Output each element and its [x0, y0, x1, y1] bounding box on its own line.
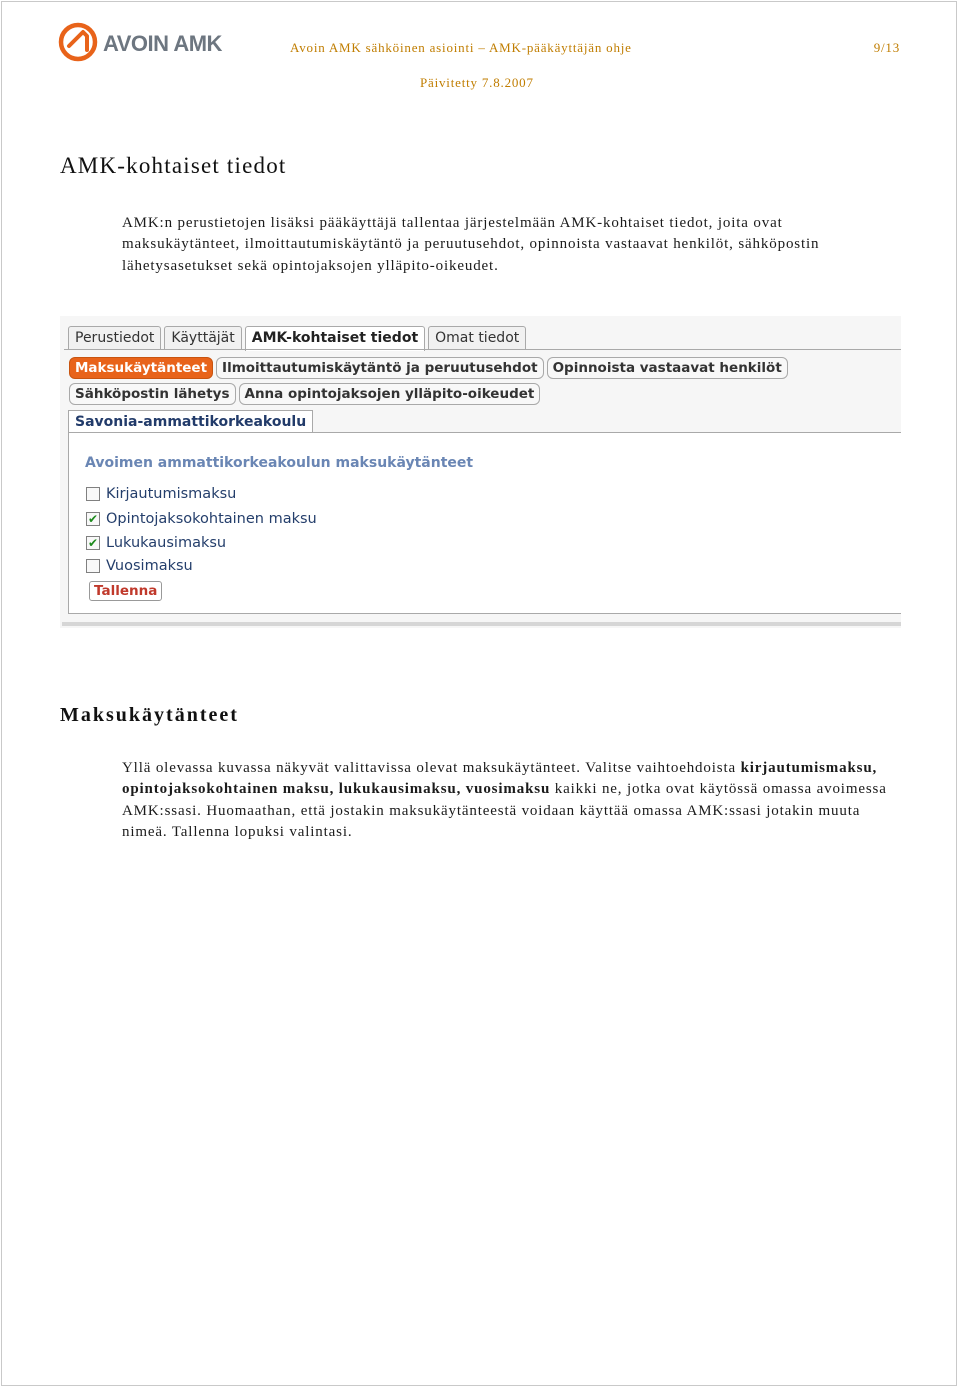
panel-title: Avoimen ammattikorkeakoulun maksukäytänteet: [85, 455, 474, 471]
option-row[interactable]: [86, 557, 193, 575]
section-title-maksukaytanteet: Maksukäytänteet: [60, 704, 239, 726]
option-row[interactable]: [86, 534, 226, 552]
avoin-amk-logo: [57, 20, 242, 66]
screenshot-bottom-edge: [62, 622, 901, 626]
institution-label: Savonia-ammattikorkeakoulu: [68, 410, 313, 433]
page-number: 9/13: [873, 40, 900, 55]
payment-paragraph: [122, 758, 897, 843]
embedded-screenshot: [60, 316, 901, 628]
logo-text: AVOIN AMK: [103, 31, 222, 56]
payment-options-bold: kirjautumismaksu, opintojaksokohtainen maksu, lukukausimaksu, vuosimaksu: [122, 760, 878, 798]
option-label: Opintojaksokohtainen maksu: [106, 511, 317, 527]
option-label: Lukukausimaksu: [106, 535, 227, 551]
section-title-amk: AMK-kohtaiset tiedot: [60, 153, 287, 178]
tabs-divider: [64, 349, 901, 350]
payment-text-b: kaikki ne, jotka ovat käytössä omassa avoimessa AMK:ssasi. Huomaathan, että jostakin maksukäytänteestä voidaan käyttää omassa AMK:ssasi jotakin muuta nimeä. Tallenna lopuksi valintasi.: [122, 781, 887, 840]
checkbox[interactable]: [86, 487, 100, 501]
sub-tabs: [69, 357, 899, 405]
payment-panel: [68, 432, 901, 614]
doc-title: Avoin AMK sähköinen asiointi – AMK-pääkäyttäjän ohje: [290, 40, 632, 55]
tab-perustiedot[interactable]: Perustiedot: [68, 326, 161, 349]
option-row[interactable]: [86, 485, 236, 503]
option-row[interactable]: [86, 510, 317, 528]
option-label: Kirjautumismaksu: [106, 486, 237, 502]
tab-omat-tiedot[interactable]: Omat tiedot: [428, 326, 526, 349]
save-button[interactable]: Tallenna: [89, 581, 162, 601]
subtab-opinnoista-vastaavat[interactable]: Opinnoista vastaavat henkilöt: [547, 357, 788, 379]
checkbox[interactable]: ✔: [87, 512, 99, 526]
subtab-maksukaytanteet[interactable]: Maksukäytänteet: [69, 357, 213, 379]
payment-text-a: Yllä olevassa kuvassa näkyvät valittavissa olevat maksukäytänteet. Valitse vaihtoehdoista: [122, 760, 741, 776]
intro-paragraph: AMK:n perustietojen lisäksi pääkäyttäjä tallentaa järjestelmään AMK-kohtaiset tiedot, joita ovat maksukäytänteet, ilmoittautumiskäytäntö ja peruutusehdot, opinnoista vastaavat henkilöt, sähköpostin lähetysasetukset sekä opintojaksojen ylläpito-oikeudet.: [122, 215, 820, 274]
main-tabs: [68, 326, 526, 350]
updated-date: Päivitetty 7.8.2007: [420, 75, 534, 90]
subtab-yllapito-oikeudet[interactable]: Anna opintojaksojen ylläpito-oikeudet: [239, 383, 541, 405]
subtab-sahkopostin-lahetys[interactable]: Sähköpostin lähetys: [69, 383, 236, 405]
tab-kayttajat[interactable]: Käyttäjät: [164, 326, 241, 349]
checkbox[interactable]: ✔: [87, 536, 99, 550]
checkbox[interactable]: [86, 559, 100, 573]
tab-amk-kohtaiset-tiedot[interactable]: AMK-kohtaiset tiedot: [245, 326, 425, 351]
option-label: Vuosimaksu: [106, 558, 193, 574]
page-border: [1, 1, 957, 1386]
subtab-ilmoittautumiskaytanto[interactable]: Ilmoittautumiskäytäntö ja peruutusehdot: [216, 357, 544, 379]
